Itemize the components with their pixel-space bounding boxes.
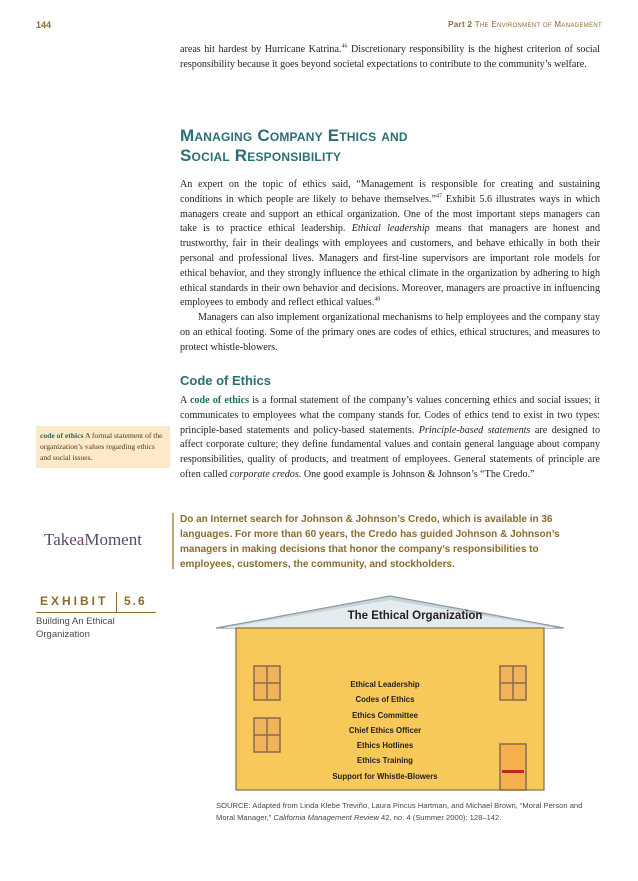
body-text: An expert on the topic of ethics said, “Management is responsible for creating and sustaining conditions in which people are likely to behave themselves.” bbox=[180, 179, 600, 205]
body-text: are designed to affect corporate culture; they define fundamental values and contain general language about company responsibilities, quality of products, and treatment of employees. General statements of principle are often called bbox=[180, 424, 601, 480]
source-journal: California Management Review bbox=[273, 812, 379, 822]
definition-term: code of ethics bbox=[40, 431, 84, 440]
exhibit-title: Building An Ethical Organization bbox=[36, 616, 115, 640]
window-icon bbox=[500, 666, 526, 700]
window-icon bbox=[254, 666, 280, 700]
body-emphasis: Ethical leadership bbox=[351, 223, 430, 235]
section-body bbox=[180, 178, 600, 356]
definition-text: A formal statement of the organization’s values regarding ethics and social issues. bbox=[40, 431, 163, 462]
subsection-body bbox=[180, 394, 600, 483]
footnote-ref: 48 bbox=[374, 297, 381, 304]
source-text: 42, no. 4 (Summer 2000): 128–142. bbox=[378, 812, 502, 822]
take-a-moment-rule bbox=[172, 513, 174, 569]
exhibit-label: EXHIBIT bbox=[40, 594, 109, 608]
door-icon bbox=[500, 744, 526, 790]
exhibit-divider bbox=[116, 592, 117, 612]
body-emphasis: Principle-based statements bbox=[418, 424, 531, 436]
house-title: The Ethical Organization bbox=[347, 610, 483, 622]
body-text: is a formal statement of the company’s values concerning ethics and social issues; it communicates to employees what the company stands for. Codes of ethics tend to exist in two types: principle-based statements and policy-based statements. bbox=[180, 395, 600, 436]
house-item-list bbox=[320, 677, 450, 784]
subsection-heading: Code of Ethics bbox=[180, 373, 272, 388]
footnote-ref: 46 bbox=[341, 43, 348, 50]
house-item: Ethics Training bbox=[357, 756, 413, 766]
footnote-ref: 47 bbox=[435, 193, 442, 200]
take-a-moment-text: Do an Internet search for Johnson & Johnson’s Credo, which is available in 36 languages. For more than 60 years, the Credo has guided Johnson & Johnson’s managers in making decisions that honor the company’s responsibilities to employees, customers, the community, and stockholders. bbox=[180, 514, 560, 570]
body-text: means that managers are honest and trustworthy, fair in their dealings with employees and customers, and behave ethically in both their personal and professional lives. Managers and first-line supervisors are important role models for ethical behavior, and they strongly influence the ethical climate in the organization by adhering to high ethical standards in their own behavior and decisions. Moreover, managers are proactive in influencing employees to embody and reflect ethical values. bbox=[180, 223, 600, 309]
house-item: Chief Ethics Officer bbox=[348, 725, 422, 735]
window-icon bbox=[254, 718, 280, 752]
intro-paragraph bbox=[180, 43, 600, 73]
part-label: Part 2 bbox=[448, 20, 473, 29]
section-heading bbox=[180, 126, 600, 166]
house-item: Support for Whistle-Blowers bbox=[332, 771, 438, 781]
house-item: Ethical Leadership bbox=[350, 680, 420, 689]
house-item: Ethics Hotlines bbox=[356, 741, 414, 751]
tam-a: a bbox=[76, 530, 85, 549]
intro-text-b: Discretionary responsibility is the highest criterion of social responsibility because it goes beyond societal expectations to contribute to the community’s welfare. bbox=[180, 44, 600, 70]
house-item: Codes of Ethics bbox=[355, 695, 415, 705]
body-text: Exhibit 5.6 illustrates ways in which managers create and support an ethical organization. One of the most important steps managers can take is to practice ethical leadership. bbox=[180, 193, 600, 235]
key-term: code of ethics bbox=[189, 395, 250, 406]
body-text: A bbox=[180, 395, 190, 406]
body-text: . One good example is Johnson & Johnson’s “The Credo.” bbox=[298, 468, 535, 480]
exhibit-number: 5.6 bbox=[124, 594, 147, 608]
margin-definition bbox=[36, 426, 170, 468]
body-paragraph: Managers can also implement organizational mechanisms to help employees and the company stay on an ethical footing. Some of the primary ones are codes of ethics, ethical structures, and measures to protect whistle-blowers. bbox=[180, 312, 600, 353]
part-title: The Environment of Management bbox=[474, 20, 602, 29]
intro-text-a: areas hit hardest by Hurricane Katrina. bbox=[180, 44, 342, 55]
source-text: SOURCE: Adapted from Linda Klebe Treviño, Laura Pincus Hartman, and Michael Brown, “Moral Person and Moral Manager,” bbox=[216, 801, 583, 822]
tam-take: Take bbox=[44, 530, 77, 549]
page-number: 144 bbox=[36, 20, 52, 30]
house-item: Ethics Committee bbox=[352, 710, 418, 720]
tam-moment: Moment bbox=[84, 530, 142, 549]
section-heading-line1: Managing Company Ethics and bbox=[180, 126, 408, 145]
take-a-moment-label bbox=[44, 530, 142, 550]
exhibit-source bbox=[216, 800, 596, 823]
section-heading-line2: Social Responsibility bbox=[180, 146, 342, 165]
running-head bbox=[448, 20, 602, 29]
body-emphasis: corporate credos bbox=[229, 468, 299, 480]
